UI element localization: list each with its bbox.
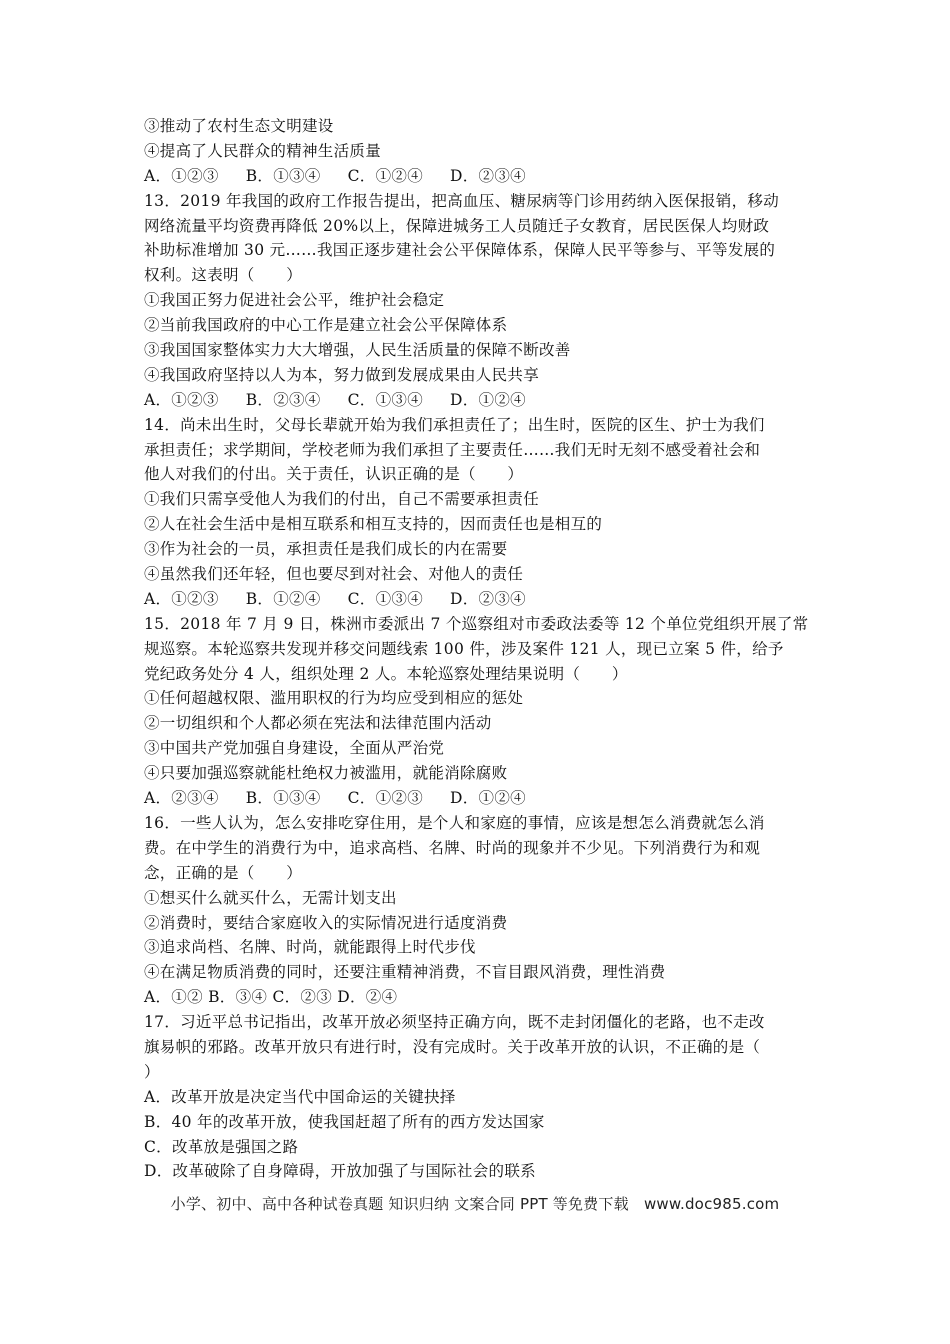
choice-item: D．改革破除了自身障碍，开放加强了与国际社会的联系 xyxy=(144,1162,536,1181)
text-line: 费。在中学生的消费行为中，追求高档、名牌、时尚的现象并不少见。下列消费行为和观 xyxy=(144,838,761,857)
choice-item: ①任何超越权限、滥用职权的行为均应受到相应的惩处 xyxy=(144,689,524,708)
choice-item: ④只要加强巡察就能杜绝权力被滥用，就能消除腐败 xyxy=(144,764,508,783)
choice-item: ③中国共产党加强自身建设，全面从严治党 xyxy=(144,739,445,758)
page-footer: 小学、初中、高中各种试卷真题 知识归纳 文案合同 PPT 等免费下载 www.doc985.com xyxy=(170,1195,780,1213)
answer-options: A．①②③ B．①③④ C．①②④ D．②③④ xyxy=(144,166,526,185)
choice-item: ③追求尚档、名牌、时尚，就能跟得上时代步伐 xyxy=(144,938,476,957)
text-line: ④提高了人民群众的精神生活质量 xyxy=(144,141,382,160)
choice-item: ①我国正努力促进社会公平，维护社会稳定 xyxy=(144,291,445,310)
choice-item: C．改革放是强国之路 xyxy=(144,1137,299,1156)
choice-item: ④我国政府坚持以人为本，努力做到发展成果由人民共享 xyxy=(144,365,540,384)
choice-item: ④虽然我们还年轻，但也要尽到对社会、对他人的责任 xyxy=(144,565,524,584)
choice-item: ②当前我国政府的中心工作是建立社会公平保障体系 xyxy=(144,316,508,335)
choice-item: ③我国国家整体实力大大增强，人民生活质量的保障不断改善 xyxy=(144,341,571,360)
choice-item: ②消费时，要结合家庭收入的实际情况进行适度消费 xyxy=(144,913,508,932)
question-14: 14．尚未出生时，父母长辈就开始为我们承担责任了；出生时，医院的区生、护士为我们 xyxy=(144,415,765,434)
text-line: 他人对我们的付出。关于责任，认识正确的是（ ） xyxy=(144,465,524,484)
text-line: 承担责任；求学期间，学校老师为我们承担了主要责任……我们无时无刻不感受着社会和 xyxy=(144,440,761,459)
text-line: 权利。这表明（ ） xyxy=(144,266,303,285)
text-line: 念，正确的是（ ） xyxy=(144,863,303,882)
choice-item: ③作为社会的一员，承担责任是我们成长的内在需要 xyxy=(144,540,508,559)
text-line: 旗易帜的邪路。改革开放只有进行时，没有完成时。关于改革开放的认识，不正确的是（ xyxy=(144,1037,761,1056)
choice-item: B．40 年的改革开放，使我国赶超了所有的西方发达国家 xyxy=(144,1112,545,1131)
question-15: 15．2018 年 7 月 9 日，株洲市委派出 7 个巡察组对市委政法委等 12 个单位党组织开展了常 xyxy=(144,614,809,633)
document-body xyxy=(144,114,814,1184)
choice-item: ①想买什么就买什么，无需计划支出 xyxy=(144,888,397,907)
choice-item: ②一切组织和个人都必须在宪法和法律范围内活动 xyxy=(144,714,492,733)
question-17: 17．习近平总书记指出，改革开放必须坚持正确方向，既不走封闭僵化的老路，也不走改 xyxy=(144,1013,765,1032)
choice-item: A．改革开放是决定当代中国命运的关键抉择 xyxy=(144,1087,456,1106)
answer-options: A．①② B．③④ C．②③ D．②④ xyxy=(144,988,398,1007)
choice-item: ①我们只需享受他人为我们的付出，自己不需要承担责任 xyxy=(144,490,540,509)
question-13: 13．2019 年我国的政府工作报告提出，把高血压、糖尿病等门诊用药纳入医保报销，移动 xyxy=(144,191,779,210)
choice-item: ②人在社会生活中是相互联系和相互支持的，因而责任也是相互的 xyxy=(144,515,603,534)
answer-options: A．①②③ B．①②④ C．①③④ D．②③④ xyxy=(144,589,526,608)
answer-options: A．①②③ B．②③④ C．①③④ D．①②④ xyxy=(144,390,526,409)
text-line: 党纪政务处分 4 人，组织处理 2 人。本轮巡察处理结果说明（ ） xyxy=(144,664,628,683)
text-line: 规巡察。本轮巡察共发现并移交问题线索 100 件，涉及案件 121 人，现已立案 5 件，给予 xyxy=(144,639,784,658)
answer-options: A．②③④ B．①③④ C．①②③ D．①②④ xyxy=(144,789,526,808)
text-line: ） xyxy=(144,1062,160,1081)
text-line: ③推动了农村生态文明建设 xyxy=(144,117,334,135)
text-line: 补助标准增加 30 元……我国正逐步建社会公平保障体系，保障人民平等参与、平等发展的 xyxy=(144,241,776,260)
question-16: 16．一些人认为，怎么安排吃穿住用，是个人和家庭的事情，应该是想怎么消费就怎么消 xyxy=(144,813,765,832)
text-line: 网络流量平均资费再降低 20%以上，保障进城务工人员随迁子女教育，居民医保人均财政 xyxy=(144,216,770,235)
choice-item: ④在满足物质消费的同时，还要注重精神消费，不盲目跟风消费，理性消费 xyxy=(144,963,666,982)
